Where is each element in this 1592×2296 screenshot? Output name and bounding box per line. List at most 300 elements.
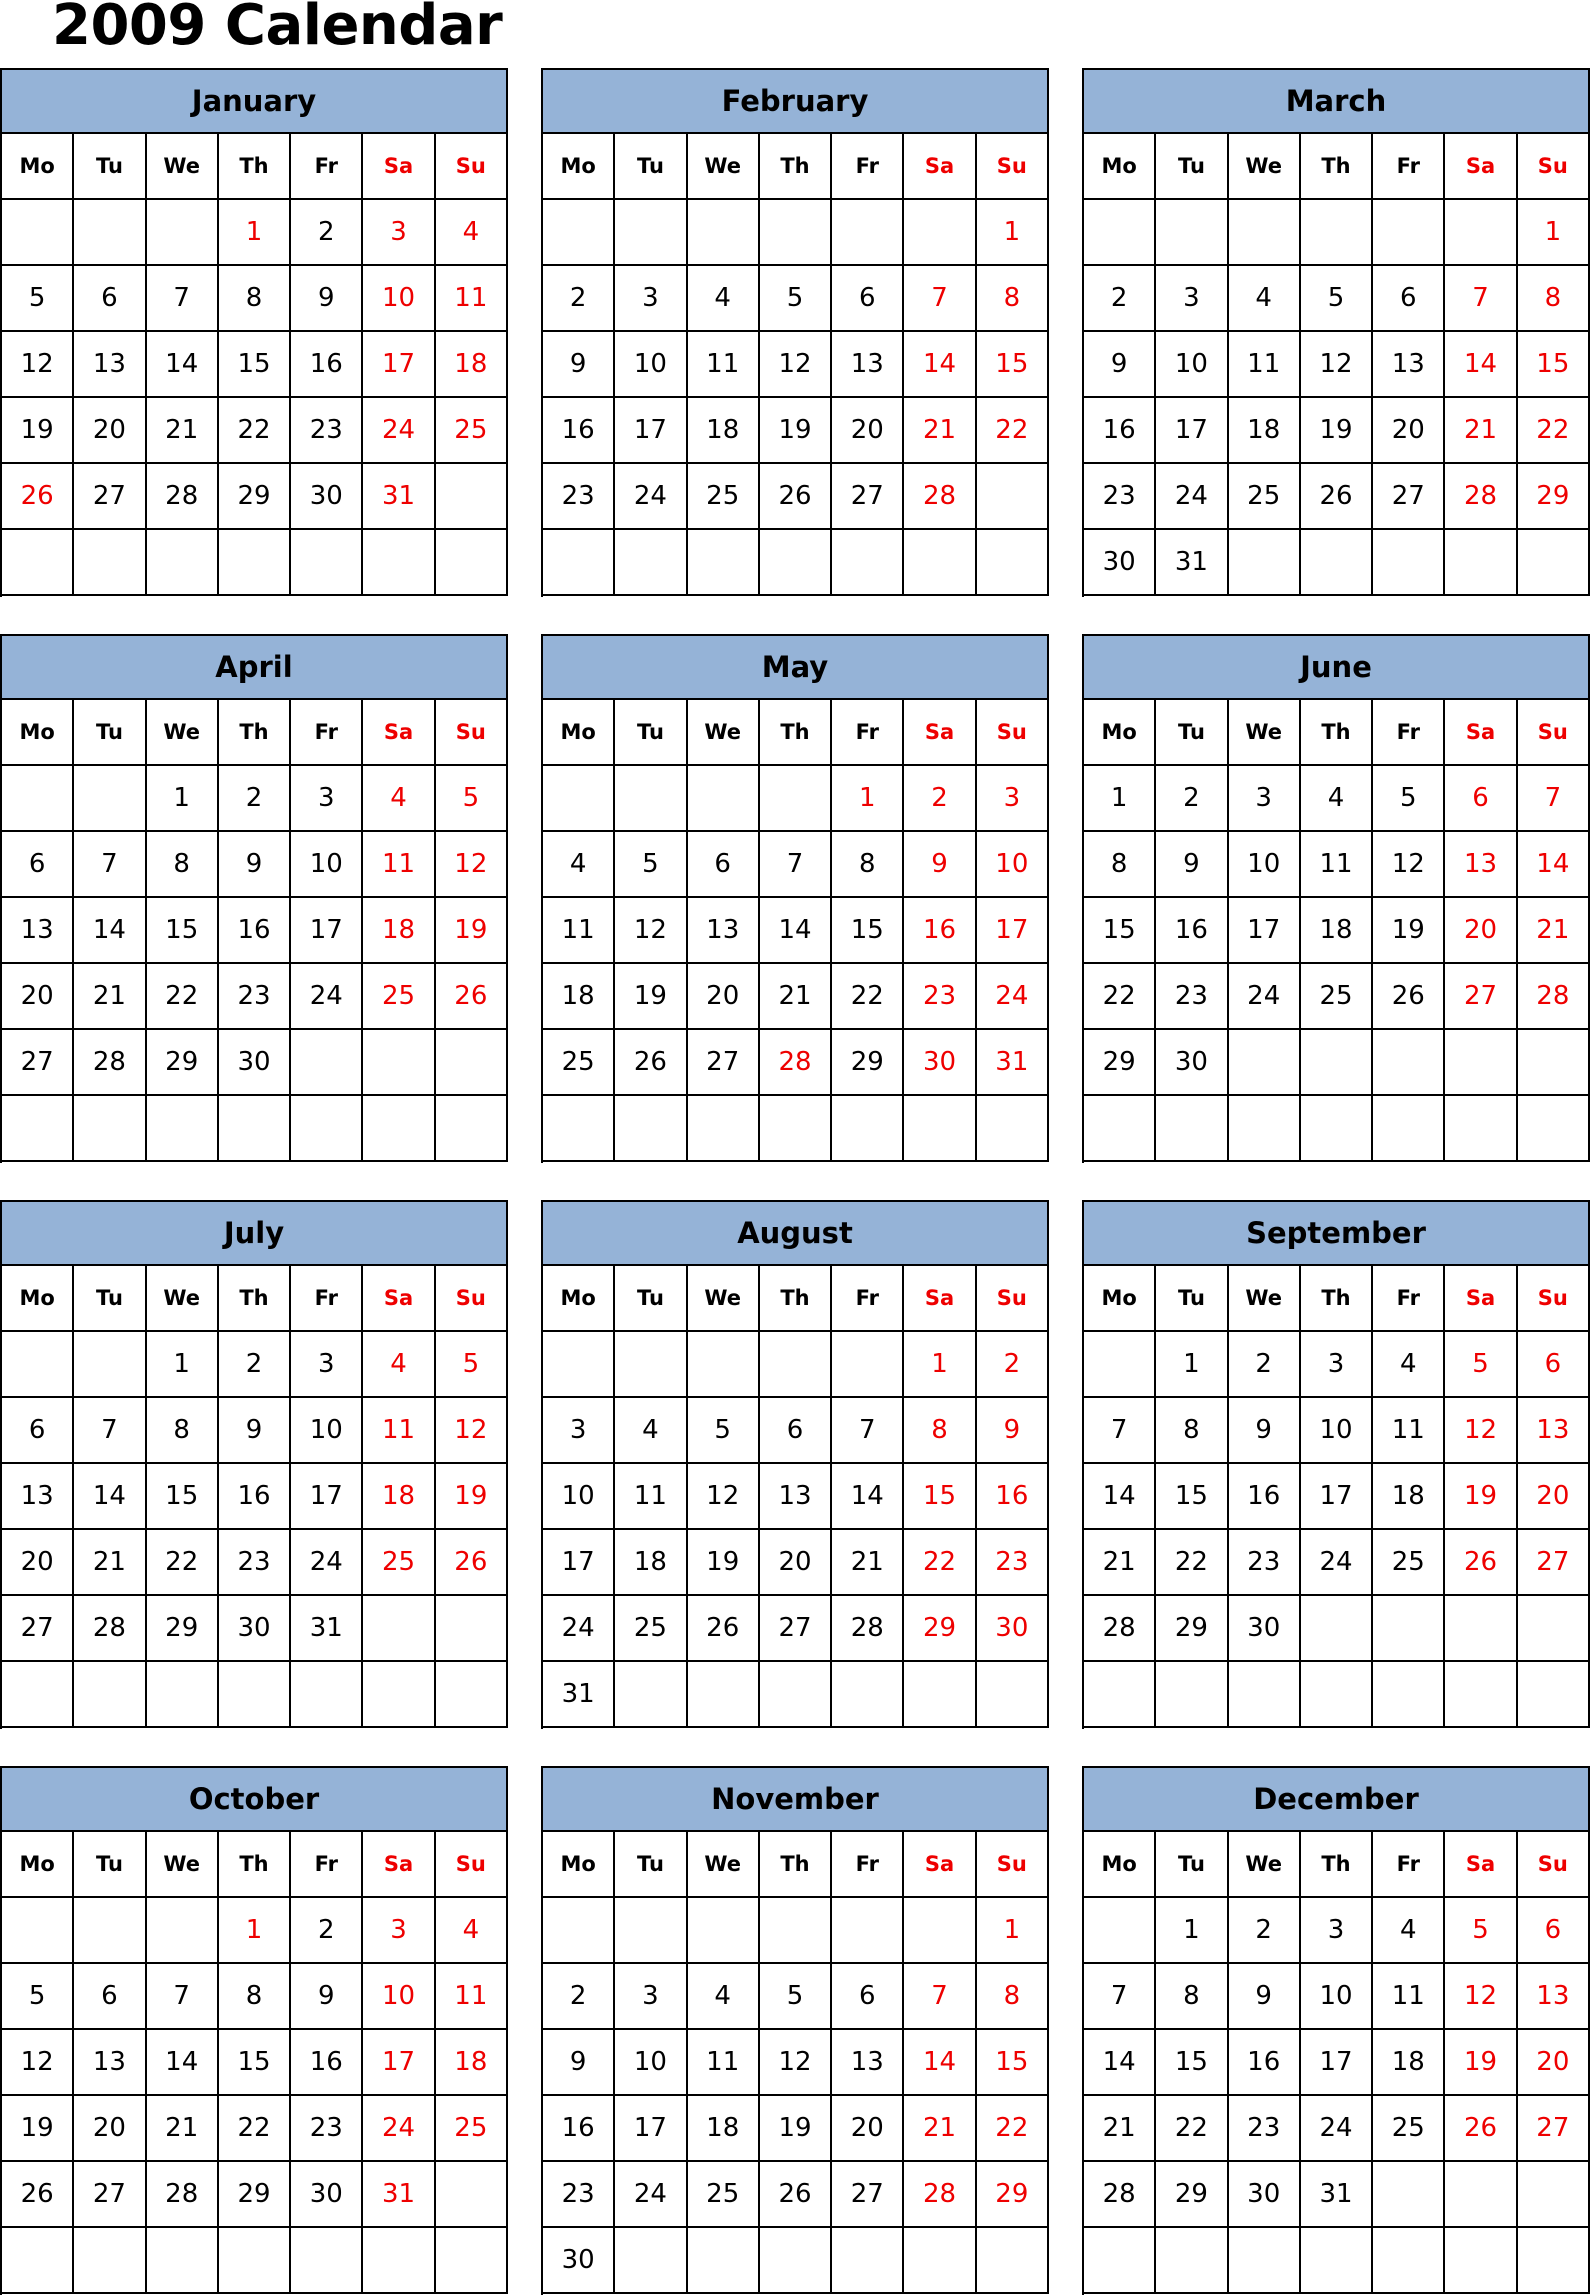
empty-cell <box>74 766 146 832</box>
empty-cell <box>1518 1662 1590 1728</box>
day-grid <box>1084 134 1590 596</box>
weekday-header: Tu <box>74 1832 146 1898</box>
weekday-header: Fr <box>291 1832 363 1898</box>
month-march <box>1082 68 1590 597</box>
day-cell: 22 <box>832 964 904 1030</box>
day-cell: 11 <box>1373 1964 1445 2030</box>
day-cell: 22 <box>219 2096 291 2162</box>
day-cell: 5 <box>2 1964 74 2030</box>
day-cell: 6 <box>832 1964 904 2030</box>
empty-cell <box>1373 1096 1445 1162</box>
weekday-header: Th <box>219 134 291 200</box>
day-cell: 31 <box>363 2162 435 2228</box>
day-cell: 1 <box>977 1898 1049 1964</box>
day-cell: 23 <box>904 964 976 1030</box>
empty-cell <box>2 766 74 832</box>
weekday-header: Fr <box>291 134 363 200</box>
empty-cell <box>1156 1662 1228 1728</box>
day-cell: 12 <box>760 2030 832 2096</box>
day-cell: 5 <box>688 1398 760 1464</box>
empty-cell <box>1445 1096 1517 1162</box>
empty-cell <box>688 1096 760 1162</box>
day-cell: 25 <box>688 464 760 530</box>
weekday-header: Mo <box>543 1832 615 1898</box>
month-july <box>0 1200 508 1729</box>
empty-cell <box>147 1662 219 1728</box>
day-cell: 10 <box>291 832 363 898</box>
weekday-header: Fr <box>291 700 363 766</box>
day-cell: 9 <box>543 332 615 398</box>
empty-cell <box>363 530 435 596</box>
day-cell: 11 <box>543 898 615 964</box>
empty-cell <box>760 1332 832 1398</box>
day-cell: 6 <box>2 832 74 898</box>
day-cell: 13 <box>760 1464 832 1530</box>
day-cell: 26 <box>760 464 832 530</box>
day-cell: 17 <box>1301 1464 1373 1530</box>
day-cell: 22 <box>977 398 1049 464</box>
weekday-header: Su <box>1518 700 1590 766</box>
empty-cell <box>1445 1596 1517 1662</box>
empty-cell <box>436 464 508 530</box>
empty-cell <box>1156 200 1228 266</box>
empty-cell <box>1301 1596 1373 1662</box>
weekday-header: Mo <box>1084 1266 1156 1332</box>
day-cell: 13 <box>1373 332 1445 398</box>
month-header: July <box>2 1202 508 1266</box>
day-cell: 11 <box>1229 332 1301 398</box>
weekday-header: Tu <box>1156 1266 1228 1332</box>
day-cell: 7 <box>832 1398 904 1464</box>
empty-cell <box>832 2228 904 2294</box>
day-cell: 17 <box>363 332 435 398</box>
empty-cell <box>904 1662 976 1728</box>
weekday-header: We <box>688 1266 760 1332</box>
day-cell: 22 <box>147 1530 219 1596</box>
day-cell: 5 <box>1373 766 1445 832</box>
weekday-header: We <box>688 700 760 766</box>
empty-cell <box>760 530 832 596</box>
day-cell: 13 <box>832 2030 904 2096</box>
weekday-header: Tu <box>1156 1832 1228 1898</box>
empty-cell <box>904 1096 976 1162</box>
weekday-header: Sa <box>1445 134 1517 200</box>
day-cell: 26 <box>1373 964 1445 1030</box>
weekday-header: Sa <box>363 700 435 766</box>
empty-cell <box>1445 2228 1517 2294</box>
empty-cell <box>1156 2228 1228 2294</box>
day-cell: 11 <box>615 1464 687 1530</box>
day-cell: 31 <box>977 1030 1049 1096</box>
day-cell: 10 <box>1301 1964 1373 2030</box>
day-cell: 27 <box>760 1596 832 1662</box>
day-grid <box>2 1266 508 1728</box>
day-cell: 16 <box>219 1464 291 1530</box>
day-cell: 8 <box>1084 832 1156 898</box>
day-cell: 29 <box>904 1596 976 1662</box>
day-cell: 5 <box>615 832 687 898</box>
weekday-header: Mo <box>1084 700 1156 766</box>
day-cell: 25 <box>1301 964 1373 1030</box>
empty-cell <box>904 1898 976 1964</box>
day-cell: 14 <box>760 898 832 964</box>
day-cell: 10 <box>1156 332 1228 398</box>
day-cell: 13 <box>1518 1398 1590 1464</box>
day-cell: 21 <box>74 1530 146 1596</box>
day-cell: 6 <box>1518 1332 1590 1398</box>
empty-cell <box>1301 200 1373 266</box>
day-cell: 15 <box>219 332 291 398</box>
day-cell: 15 <box>147 898 219 964</box>
empty-cell <box>1084 200 1156 266</box>
day-cell: 1 <box>147 766 219 832</box>
day-cell: 7 <box>74 1398 146 1464</box>
empty-cell <box>1301 1096 1373 1162</box>
empty-cell <box>688 1662 760 1728</box>
day-cell: 10 <box>615 332 687 398</box>
weekday-header: Th <box>1301 700 1373 766</box>
day-cell: 23 <box>543 2162 615 2228</box>
day-cell: 30 <box>219 1596 291 1662</box>
day-cell: 19 <box>1301 398 1373 464</box>
day-cell: 24 <box>363 2096 435 2162</box>
day-cell: 9 <box>291 1964 363 2030</box>
weekday-header: Sa <box>363 134 435 200</box>
day-cell: 28 <box>74 1596 146 1662</box>
empty-cell <box>1445 1030 1517 1096</box>
day-cell: 21 <box>832 1530 904 1596</box>
day-cell: 20 <box>2 1530 74 1596</box>
empty-cell <box>615 530 687 596</box>
empty-cell <box>147 200 219 266</box>
empty-cell <box>291 2228 363 2294</box>
empty-cell <box>147 1898 219 1964</box>
day-cell: 15 <box>1156 1464 1228 1530</box>
day-cell: 21 <box>904 398 976 464</box>
day-cell: 6 <box>1373 266 1445 332</box>
day-cell: 25 <box>363 964 435 1030</box>
empty-cell <box>615 200 687 266</box>
weekday-header: We <box>1229 700 1301 766</box>
day-cell: 20 <box>1518 1464 1590 1530</box>
weekday-header: Tu <box>615 134 687 200</box>
empty-cell <box>436 530 508 596</box>
day-cell: 3 <box>1156 266 1228 332</box>
day-cell: 4 <box>688 1964 760 2030</box>
day-cell: 24 <box>1229 964 1301 1030</box>
day-cell: 26 <box>1445 1530 1517 1596</box>
day-cell: 18 <box>436 2030 508 2096</box>
day-cell: 6 <box>1518 1898 1590 1964</box>
day-cell: 28 <box>904 464 976 530</box>
day-cell: 1 <box>1156 1332 1228 1398</box>
empty-cell <box>977 464 1049 530</box>
empty-cell <box>363 1596 435 1662</box>
day-cell: 16 <box>977 1464 1049 1530</box>
day-cell: 7 <box>1445 266 1517 332</box>
empty-cell <box>543 1096 615 1162</box>
day-cell: 3 <box>1229 766 1301 832</box>
day-cell: 11 <box>1301 832 1373 898</box>
empty-cell <box>436 1662 508 1728</box>
day-cell: 8 <box>977 1964 1049 2030</box>
weekday-header: Th <box>760 1832 832 1898</box>
day-cell: 13 <box>1445 832 1517 898</box>
day-cell: 8 <box>977 266 1049 332</box>
day-cell: 8 <box>1156 1964 1228 2030</box>
weekday-header: Su <box>436 700 508 766</box>
empty-cell <box>1229 1030 1301 1096</box>
day-cell: 20 <box>74 398 146 464</box>
empty-cell <box>760 200 832 266</box>
weekday-header: Sa <box>1445 1266 1517 1332</box>
day-cell: 19 <box>1373 898 1445 964</box>
day-cell: 16 <box>1229 1464 1301 1530</box>
month-header: October <box>2 1768 508 1832</box>
day-cell: 12 <box>1373 832 1445 898</box>
day-cell: 23 <box>291 2096 363 2162</box>
empty-cell <box>688 530 760 596</box>
empty-cell <box>1445 530 1517 596</box>
day-cell: 28 <box>147 464 219 530</box>
day-cell: 7 <box>1084 1964 1156 2030</box>
empty-cell <box>1084 1096 1156 1162</box>
weekday-header: We <box>1229 1266 1301 1332</box>
day-cell: 26 <box>760 2162 832 2228</box>
weekday-header: Mo <box>1084 134 1156 200</box>
weekday-header: Tu <box>615 1832 687 1898</box>
day-cell: 7 <box>904 266 976 332</box>
weekday-header: Th <box>760 1266 832 1332</box>
day-cell: 12 <box>688 1464 760 1530</box>
day-cell: 14 <box>74 898 146 964</box>
day-cell: 28 <box>760 1030 832 1096</box>
day-cell: 12 <box>1445 1398 1517 1464</box>
day-cell: 4 <box>688 266 760 332</box>
day-cell: 29 <box>219 464 291 530</box>
empty-cell <box>219 1096 291 1162</box>
day-cell: 9 <box>1229 1964 1301 2030</box>
weekday-header: Fr <box>832 700 904 766</box>
weekday-header: Su <box>436 1266 508 1332</box>
day-cell: 9 <box>219 1398 291 1464</box>
day-cell: 26 <box>2 2162 74 2228</box>
day-cell: 21 <box>147 398 219 464</box>
day-cell: 30 <box>1156 1030 1228 1096</box>
day-cell: 18 <box>1229 398 1301 464</box>
day-cell: 2 <box>1229 1332 1301 1398</box>
day-cell: 9 <box>1084 332 1156 398</box>
day-cell: 1 <box>219 1898 291 1964</box>
empty-cell <box>615 766 687 832</box>
empty-cell <box>615 1662 687 1728</box>
empty-cell <box>1373 1662 1445 1728</box>
day-cell: 9 <box>219 832 291 898</box>
day-cell: 13 <box>74 332 146 398</box>
day-cell: 15 <box>904 1464 976 1530</box>
day-cell: 29 <box>977 2162 1049 2228</box>
weekday-header: Tu <box>74 134 146 200</box>
empty-cell <box>74 200 146 266</box>
empty-cell <box>543 530 615 596</box>
empty-cell <box>832 530 904 596</box>
day-cell: 15 <box>1156 2030 1228 2096</box>
day-cell: 2 <box>219 1332 291 1398</box>
day-cell: 29 <box>147 1030 219 1096</box>
empty-cell <box>2 1332 74 1398</box>
day-cell: 1 <box>904 1332 976 1398</box>
day-cell: 30 <box>291 464 363 530</box>
day-cell: 4 <box>615 1398 687 1464</box>
day-cell: 6 <box>760 1398 832 1464</box>
day-cell: 11 <box>363 832 435 898</box>
day-cell: 25 <box>615 1596 687 1662</box>
empty-cell <box>977 2228 1049 2294</box>
weekday-header: We <box>688 134 760 200</box>
day-cell: 1 <box>147 1332 219 1398</box>
day-cell: 20 <box>1518 2030 1590 2096</box>
empty-cell <box>219 1662 291 1728</box>
day-cell: 10 <box>1301 1398 1373 1464</box>
day-cell: 20 <box>688 964 760 1030</box>
day-cell: 13 <box>832 332 904 398</box>
day-cell: 25 <box>363 1530 435 1596</box>
day-cell: 24 <box>1301 1530 1373 1596</box>
day-cell: 2 <box>219 766 291 832</box>
month-header: February <box>543 70 1049 134</box>
weekday-header: Fr <box>832 1832 904 1898</box>
day-cell: 27 <box>832 2162 904 2228</box>
day-cell: 14 <box>1084 1464 1156 1530</box>
day-cell: 3 <box>1301 1898 1373 1964</box>
empty-cell <box>1229 200 1301 266</box>
day-cell: 21 <box>1084 2096 1156 2162</box>
weekday-header: Su <box>1518 1832 1590 1898</box>
empty-cell <box>74 530 146 596</box>
empty-cell <box>1229 1096 1301 1162</box>
day-cell: 12 <box>436 832 508 898</box>
day-cell: 14 <box>1445 332 1517 398</box>
empty-cell <box>1373 200 1445 266</box>
day-cell: 16 <box>291 332 363 398</box>
day-cell: 29 <box>219 2162 291 2228</box>
day-cell: 5 <box>2 266 74 332</box>
day-cell: 2 <box>543 266 615 332</box>
day-cell: 10 <box>291 1398 363 1464</box>
day-cell: 18 <box>1373 2030 1445 2096</box>
day-cell: 18 <box>688 398 760 464</box>
day-cell: 26 <box>1301 464 1373 530</box>
day-cell: 27 <box>74 2162 146 2228</box>
month-april <box>0 634 508 1163</box>
day-cell: 21 <box>1084 1530 1156 1596</box>
page-title: 2009 Calendar <box>52 0 503 58</box>
day-cell: 31 <box>543 1662 615 1728</box>
day-cell: 29 <box>1084 1030 1156 1096</box>
day-cell: 28 <box>1084 1596 1156 1662</box>
day-cell: 9 <box>291 266 363 332</box>
empty-cell <box>615 2228 687 2294</box>
day-cell: 1 <box>1156 1898 1228 1964</box>
empty-cell <box>1373 2162 1445 2228</box>
day-cell: 3 <box>543 1398 615 1464</box>
empty-cell <box>1518 530 1590 596</box>
day-cell: 6 <box>832 266 904 332</box>
day-cell: 19 <box>436 1464 508 1530</box>
weekday-header: Sa <box>1445 1832 1517 1898</box>
empty-cell <box>291 530 363 596</box>
empty-cell <box>1518 2228 1590 2294</box>
weekday-header: Sa <box>904 134 976 200</box>
empty-cell <box>760 1662 832 1728</box>
empty-cell <box>1373 1596 1445 1662</box>
day-cell: 31 <box>363 464 435 530</box>
day-cell: 3 <box>291 766 363 832</box>
day-cell: 10 <box>363 266 435 332</box>
day-cell: 19 <box>1445 1464 1517 1530</box>
empty-cell <box>832 200 904 266</box>
day-cell: 15 <box>1518 332 1590 398</box>
day-cell: 21 <box>904 2096 976 2162</box>
day-cell: 16 <box>904 898 976 964</box>
empty-cell <box>436 2162 508 2228</box>
day-cell: 6 <box>74 1964 146 2030</box>
day-cell: 8 <box>147 1398 219 1464</box>
day-cell: 16 <box>219 898 291 964</box>
month-january <box>0 68 508 597</box>
empty-cell <box>832 1898 904 1964</box>
weekday-header: Sa <box>363 1832 435 1898</box>
weekday-header: We <box>688 1832 760 1898</box>
empty-cell <box>436 1096 508 1162</box>
empty-cell <box>1518 2162 1590 2228</box>
day-cell: 4 <box>363 1332 435 1398</box>
empty-cell <box>1518 1096 1590 1162</box>
day-cell: 11 <box>688 2030 760 2096</box>
empty-cell <box>760 1096 832 1162</box>
day-cell: 19 <box>2 398 74 464</box>
day-cell: 3 <box>615 266 687 332</box>
day-cell: 22 <box>977 2096 1049 2162</box>
day-cell: 26 <box>615 1030 687 1096</box>
day-cell: 17 <box>291 898 363 964</box>
empty-cell <box>74 1898 146 1964</box>
weekday-header: Su <box>1518 134 1590 200</box>
day-cell: 8 <box>219 1964 291 2030</box>
day-grid <box>2 700 508 1162</box>
day-cell: 11 <box>436 1964 508 2030</box>
day-cell: 3 <box>363 1898 435 1964</box>
empty-cell <box>147 1096 219 1162</box>
weekday-header: Mo <box>2 1832 74 1898</box>
day-cell: 16 <box>543 398 615 464</box>
empty-cell <box>688 2228 760 2294</box>
day-cell: 16 <box>1229 2030 1301 2096</box>
day-cell: 15 <box>977 332 1049 398</box>
day-cell: 2 <box>904 766 976 832</box>
month-august <box>541 1200 1049 1729</box>
empty-cell <box>363 1030 435 1096</box>
empty-cell <box>363 1662 435 1728</box>
empty-cell <box>688 766 760 832</box>
weekday-header: Tu <box>74 700 146 766</box>
day-cell: 25 <box>543 1030 615 1096</box>
day-cell: 11 <box>436 266 508 332</box>
day-cell: 17 <box>363 2030 435 2096</box>
day-cell: 27 <box>2 1030 74 1096</box>
day-cell: 5 <box>1301 266 1373 332</box>
day-cell: 25 <box>436 2096 508 2162</box>
